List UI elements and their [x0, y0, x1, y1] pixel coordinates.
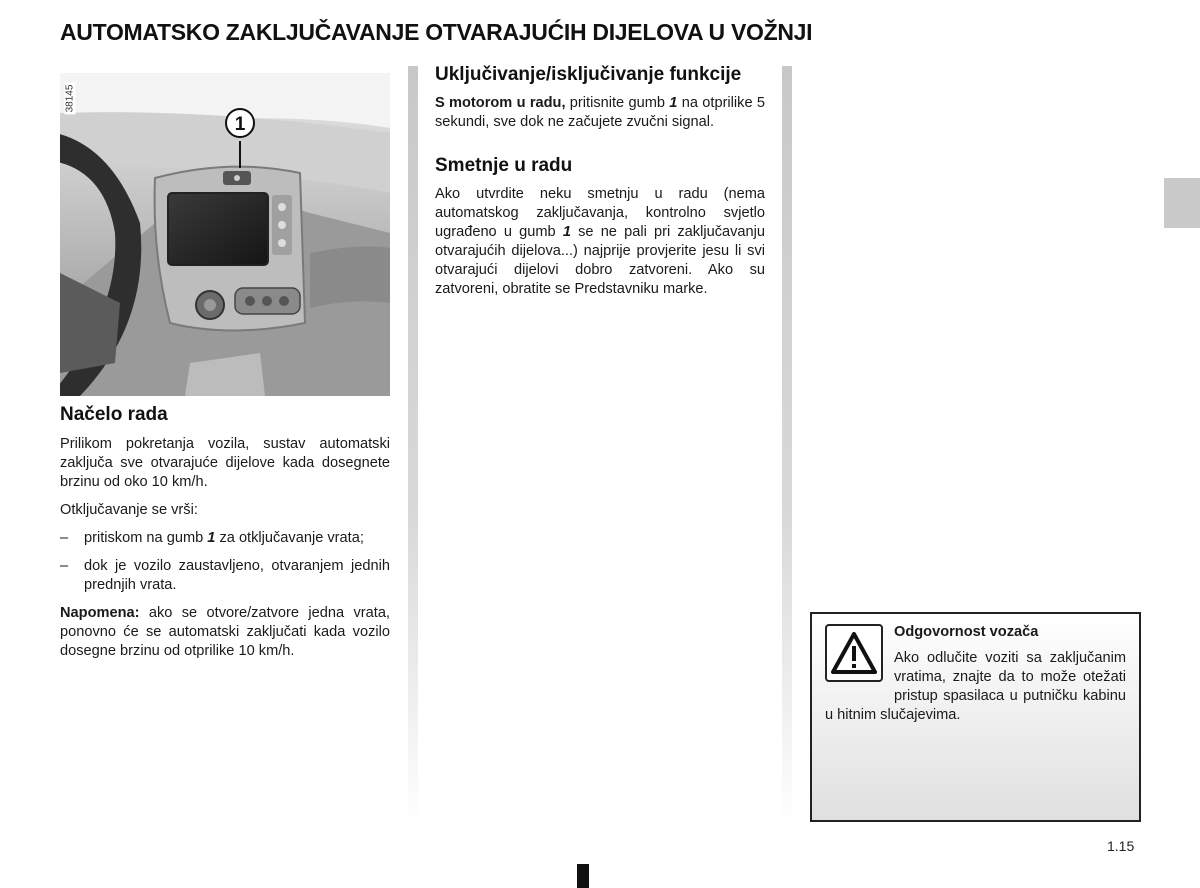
- page-number: 1.15: [1107, 838, 1135, 854]
- button-number: 1: [669, 95, 678, 111]
- list-item: – dok je vozilo zaustavljeno, otvaranjem jednih prednjih vrata.: [60, 558, 390, 593]
- list-dash: –: [60, 558, 69, 574]
- right-text-column: [435, 63, 765, 321]
- malfunction-paragraph: Ako utvrdite neku smetnju u radu (nema automatskog zaključavanja, kontrolno svjetlo ugrađeno u gumb 1 se ne pali pri zaključavanju otvarajućih dijelova...) najprije provjerite jesu li svi otvarajući dijelovi dobro zatvoreni. Ako su zatvoreni, obratite se Predstavniku marke.: [435, 186, 765, 297]
- list-dash: –: [60, 530, 69, 546]
- driver-responsibility-warning: [810, 612, 1141, 822]
- activation-lead: S motorom u radu,: [435, 95, 566, 111]
- activation-heading: Uključivanje/isključivanje funkcije: [435, 64, 742, 85]
- button-number: 1: [562, 224, 571, 240]
- list-item: – pritiskom na gumb 1 za otključavanje vrata;: [60, 530, 364, 546]
- column-divider-left: [408, 66, 418, 826]
- photo-callout-label: 1: [234, 114, 246, 135]
- unlocking-list: [60, 529, 390, 595]
- warning-text: Ako odlučite voziti sa zaključanim vratima, znajte da to može otežati pristup spasilaca u putničku kabinu u hitnim slučajevima.: [825, 650, 1126, 723]
- column-divider-right: [782, 66, 792, 826]
- principle-section: [60, 403, 390, 670]
- note-label: Napomena:: [60, 605, 140, 621]
- image-reference-code: 38145: [64, 84, 76, 113]
- page-title: AUTOMATSKO ZAKLJUČAVANJE OTVARAJUĆIH DIJELOVA U VOŽNJI: [60, 19, 813, 45]
- activation-paragraph: S motorom u radu, pritisnite gumb 1 na otprilike 5 sekundi, sve dok ne začujete zvučni signal.: [435, 95, 765, 130]
- note-paragraph: Napomena: ako se otvore/zatvore jedna vrata, ponovno će se automatski zaključati kada vozilo dosegne brzinu od otprilike 10 km/h.: [60, 605, 390, 659]
- section-tab-marker: [1164, 178, 1200, 228]
- dashboard-photo: [60, 73, 390, 396]
- dashboard-illustration: [60, 73, 390, 396]
- warning-title: Odgovornost vozača: [894, 624, 1039, 640]
- unlocking-intro: Otključavanje se vrši:: [60, 502, 198, 518]
- button-number: 1: [207, 530, 216, 546]
- warning-triangle-icon: [825, 624, 883, 682]
- principle-paragraph: Prilikom pokretanja vozila, sustav automatski zaključa sve otvarajuće dijelove kada dosegnete brzinu od oko 10 km/h.: [60, 436, 390, 490]
- malfunction-heading: Smetnje u radu: [435, 155, 573, 176]
- page-edge-marker: [577, 864, 589, 888]
- principle-heading: Načelo rada: [60, 404, 168, 425]
